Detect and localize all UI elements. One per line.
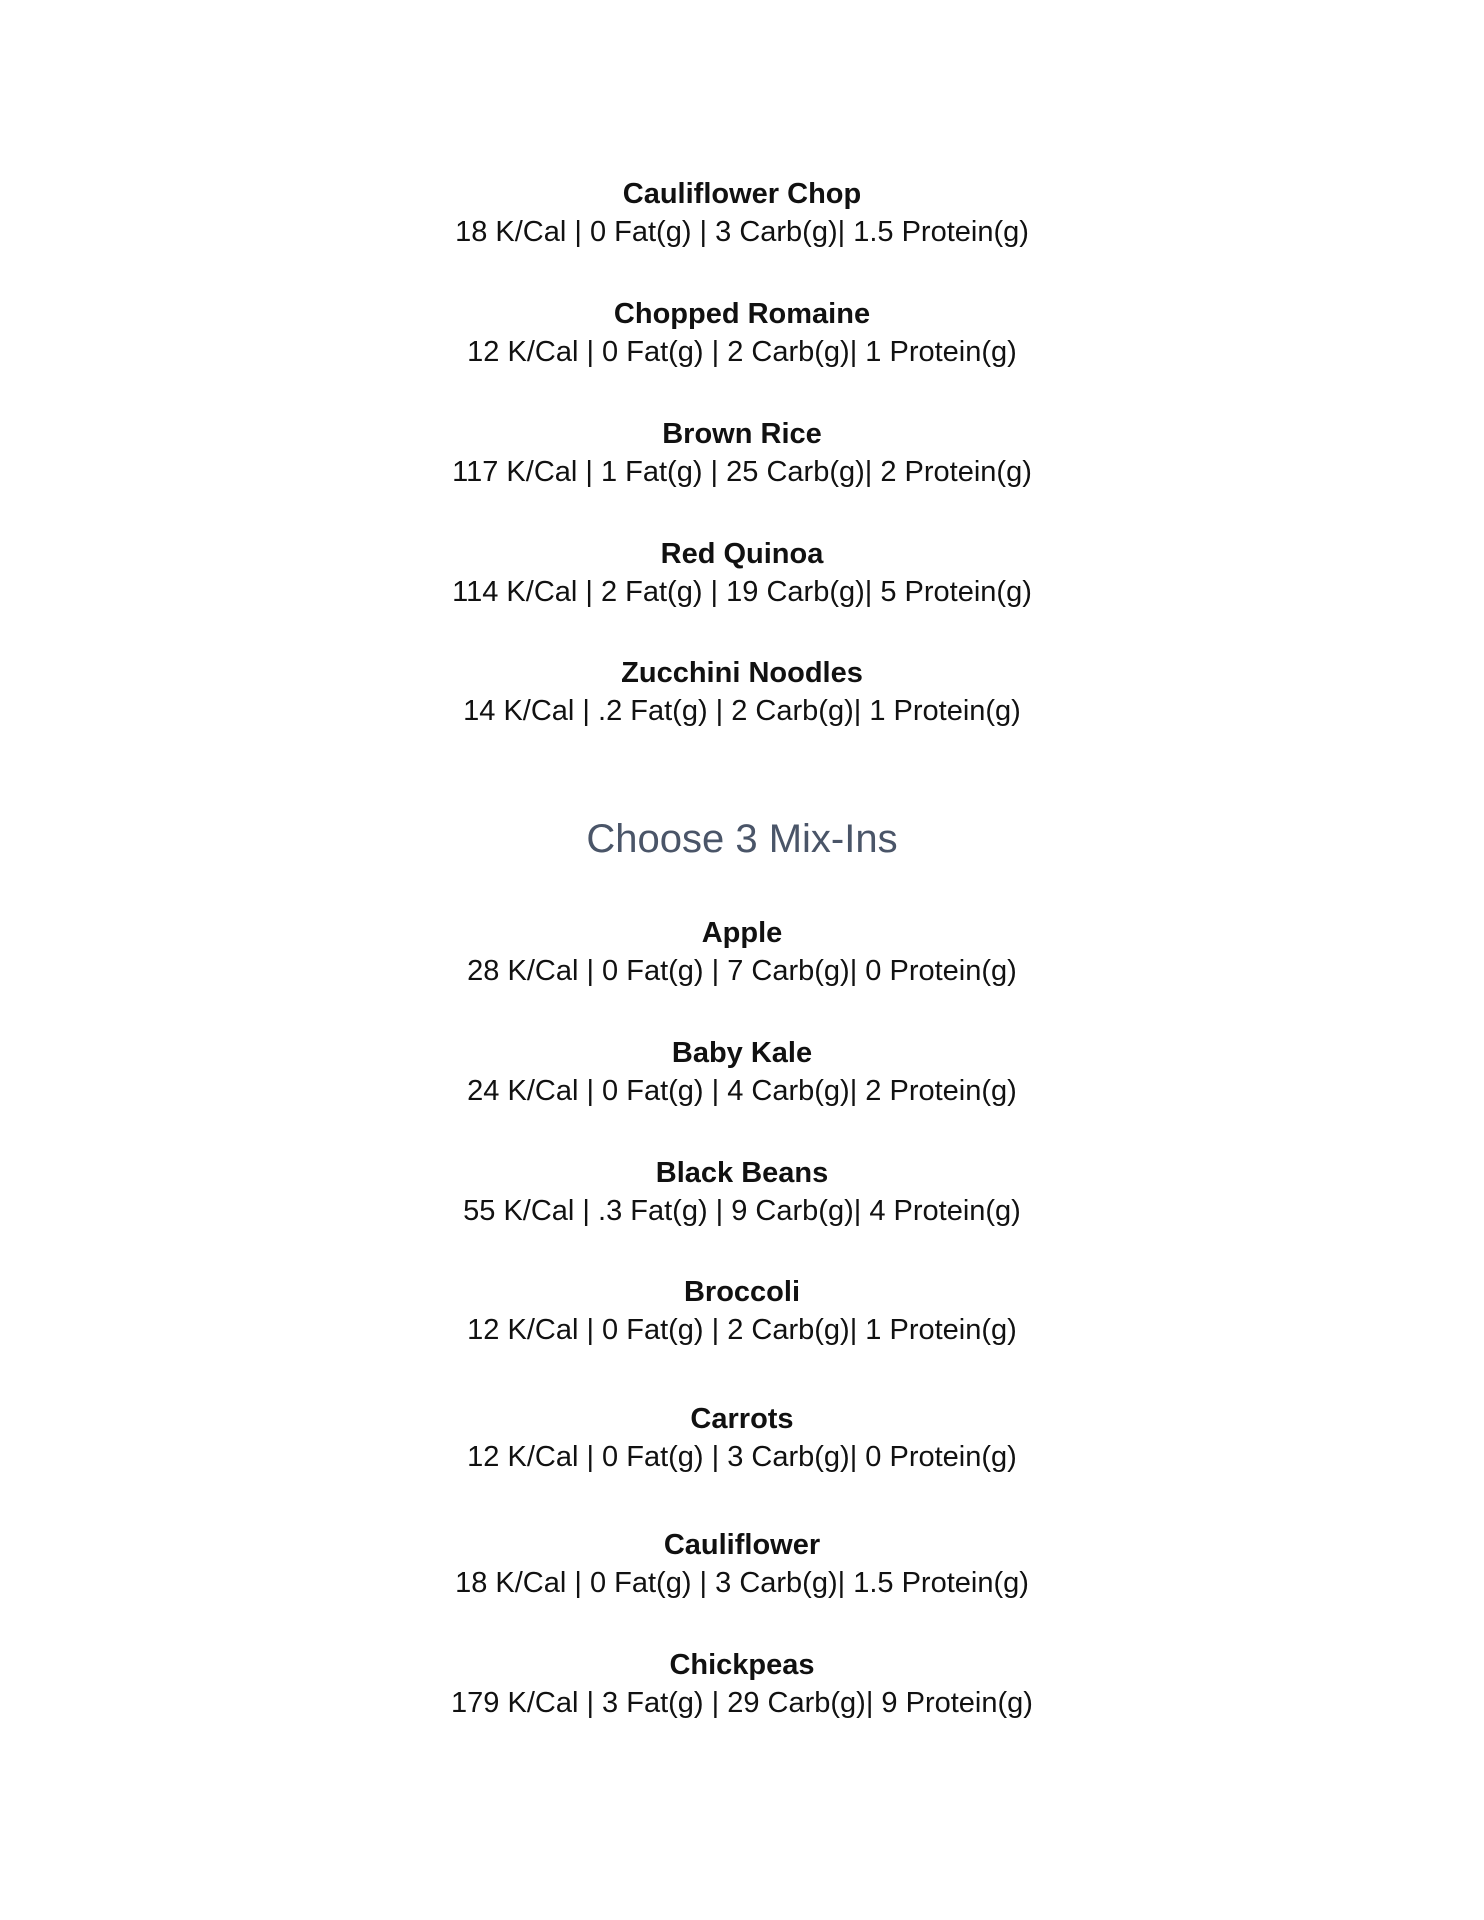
mixin-item [0, 1400, 1484, 1476]
base-item [0, 175, 1484, 251]
item-nutrition: 12 K/Cal | 0 Fat(g) | 2 Carb(g)| 1 Protein(g) [467, 336, 1017, 368]
item-nutrition: 28 K/Cal | 0 Fat(g) | 7 Carb(g)| 0 Protein(g) [467, 955, 1017, 987]
item-nutrition: 18 K/Cal | 0 Fat(g) | 3 Carb(g)| 1.5 Protein(g) [455, 1567, 1029, 1599]
item-name: Chopped Romaine [613, 298, 871, 330]
item-nutrition: 12 K/Cal | 0 Fat(g) | 3 Carb(g)| 0 Protein(g) [467, 1441, 1017, 1473]
item-nutrition: 55 K/Cal | .3 Fat(g) | 9 Carb(g)| 4 Protein(g) [463, 1195, 1021, 1227]
mixin-item [0, 1526, 1484, 1602]
mixin-item [0, 1273, 1484, 1349]
item-name: Brown Rice [662, 418, 822, 450]
base-item [0, 415, 1484, 491]
item-name: Apple [701, 917, 783, 949]
item-name: Cauliflower Chop [622, 178, 862, 210]
item-nutrition: 117 K/Cal | 1 Fat(g) | 25 Carb(g)| 2 Protein(g) [452, 456, 1032, 488]
item-nutrition: 179 K/Cal | 3 Fat(g) | 29 Carb(g)| 9 Protein(g) [451, 1687, 1033, 1719]
item-nutrition: 24 K/Cal | 0 Fat(g) | 4 Carb(g)| 2 Protein(g) [467, 1075, 1017, 1107]
item-name: Zucchini Noodles [621, 657, 863, 689]
item-nutrition: 114 K/Cal | 2 Fat(g) | 19 Carb(g)| 5 Protein(g) [452, 576, 1032, 608]
base-item [0, 654, 1484, 730]
item-name: Cauliflower [663, 1529, 821, 1561]
item-nutrition: 18 K/Cal | 0 Fat(g) | 3 Carb(g)| 1.5 Protein(g) [455, 216, 1029, 248]
base-item [0, 535, 1484, 611]
mixin-item [0, 1646, 1484, 1722]
item-name: Chickpeas [669, 1649, 815, 1681]
item-name: Broccoli [683, 1276, 801, 1308]
mixins-heading: Choose 3 Mix-Ins [586, 817, 898, 861]
item-name: Baby Kale [671, 1037, 813, 1069]
item-nutrition: 12 K/Cal | 0 Fat(g) | 2 Carb(g)| 1 Protein(g) [467, 1314, 1017, 1346]
mixin-item [0, 1034, 1484, 1110]
base-item [0, 295, 1484, 371]
item-name: Black Beans [655, 1157, 829, 1189]
item-name: Carrots [690, 1403, 794, 1435]
mixin-item [0, 914, 1484, 990]
mixin-item [0, 1154, 1484, 1230]
item-nutrition: 14 K/Cal | .2 Fat(g) | 2 Carb(g)| 1 Protein(g) [463, 695, 1021, 727]
item-name: Red Quinoa [660, 538, 824, 570]
